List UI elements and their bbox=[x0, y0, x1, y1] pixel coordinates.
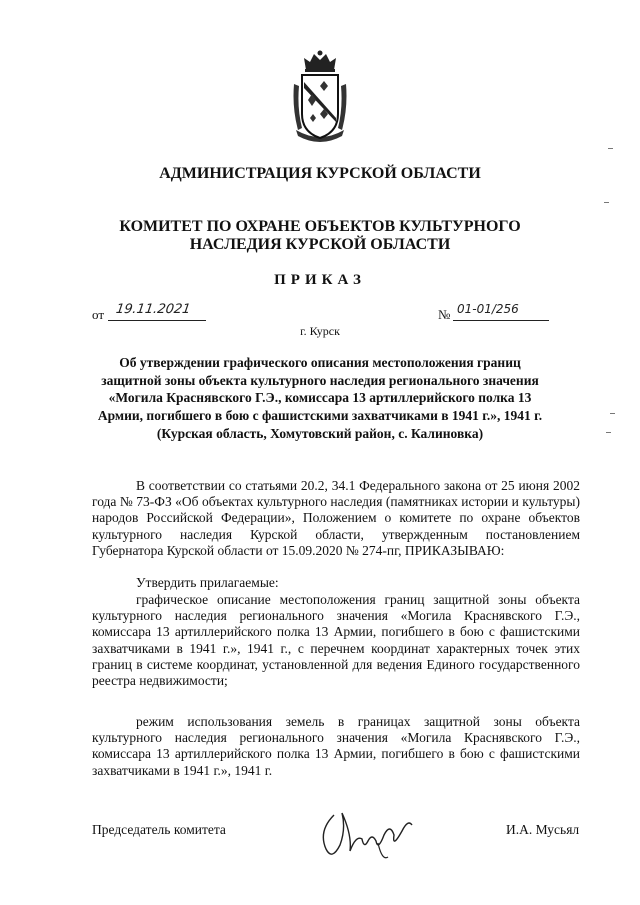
paragraph-preamble: В соответствии со статьями 20.2, 34.1 Федерального закона от 25 июня 2002 года № 73-ФЗ «Об объектах культурного наследия (памятниках истории и культуры) народов Российской Федерации», Положением о комитете по охране объектов культурного наследия Курской области, утвержденным постановлением Губернатора Курской области от 15.09.2020 № 274-пг, ПРИКАЗЫВАЮ: bbox=[92, 478, 580, 558]
signatory-position: Председатель комитета bbox=[92, 822, 226, 837]
paragraph-approve: Утвердить прилагаемые: bbox=[136, 575, 279, 590]
number-value: 01-01/256 bbox=[457, 302, 519, 316]
handwritten-signature bbox=[312, 805, 422, 865]
committee-heading bbox=[0, 218, 640, 254]
date-label: от bbox=[92, 307, 105, 322]
administration-heading: АДМИНИСТРАЦИЯ КУРСКОЙ ОБЛАСТИ bbox=[159, 165, 481, 182]
date-underline bbox=[108, 320, 206, 321]
paragraph-land-use-regime: режим использования земель в границах защитной зоны объекта культурного наследия регионального значения «Могила Краснявского Г.Э., комиссара 13 артиллерийского полка 13 Армии, погибшего в бою с фашистскими захватчиками в 1941 г.», 1941 г. bbox=[92, 714, 580, 778]
scan-mark bbox=[610, 413, 615, 414]
committee-heading-text: КОМИТЕТ ПО ОХРАНЕ ОБЪЕКТОВ КУЛЬТУРНОГО НАСЛЕДИЯ КУРСКОЙ ОБЛАСТИ bbox=[119, 218, 521, 253]
scan-mark bbox=[606, 432, 611, 433]
scan-mark bbox=[604, 202, 609, 203]
scan-mark bbox=[608, 148, 613, 149]
number-underline bbox=[453, 320, 549, 321]
city: г. Курск bbox=[300, 324, 340, 338]
number-label: № bbox=[438, 307, 451, 322]
order-title: Об утверждении графического описания местоположения границ защитной зоны объекта культурного наследия регионального значения «Могила Краснявского Г.Э., комиссара 13 артиллерийского полка 13 Армии, погибшего в бою с фашистскими захватчиками в 1941 г.», 1941 г. (Курская область, Хомутовский район, с. Калиновка) bbox=[97, 355, 543, 441]
coat-of-arms-icon bbox=[290, 48, 350, 148]
paragraph-graphic-description: графическое описание местоположения границ защитной зоны объекта культурного наследия регионального значения «Могила Краснявского Г.Э., комиссара 13 артиллерийского полка 13 Армии, погибшего в бою с фашистскими захватчиками в 1941 г.», 1941 г., с перечнем координат характерных точек этих границ в системе координат, установленной для ведения Единого государственного реестра недвижимости; bbox=[92, 592, 580, 689]
signatory-name: И.А. Мусьял bbox=[506, 822, 580, 837]
date-value: 19.11.2021 bbox=[114, 302, 192, 317]
doc-type-heading: ПРИКАЗ bbox=[274, 272, 366, 288]
